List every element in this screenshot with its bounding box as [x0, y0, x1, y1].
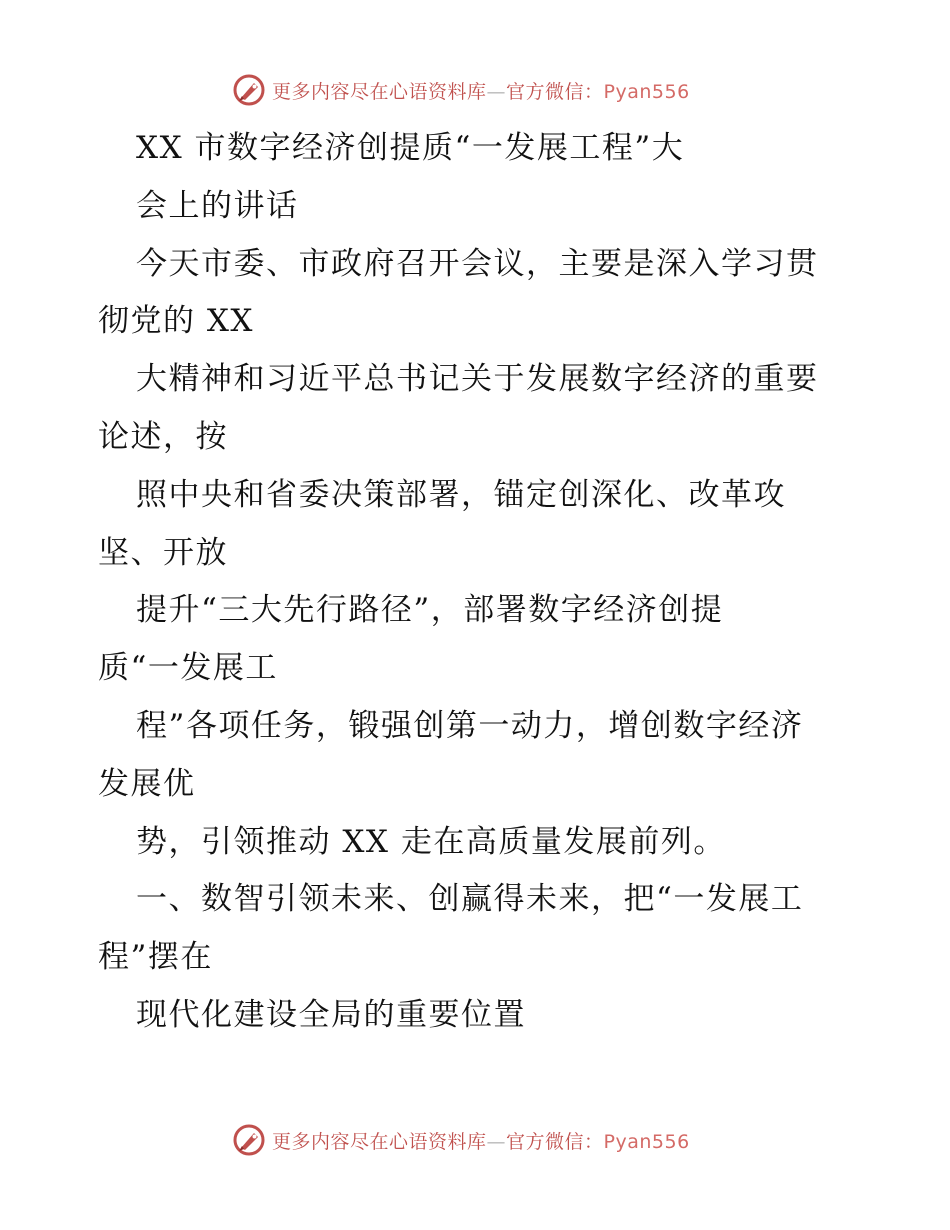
text-line: 照中央和省委决策部署，锚定创深化、改革攻 — [136, 476, 786, 513]
header-banner — [232, 72, 752, 108]
text-line: 势，引领推动 XX 走在高质量发展前列。 — [136, 823, 726, 860]
text-line: 提升“三大先行路径”，部署数字经济创提 — [136, 592, 724, 629]
document-body — [98, 120, 868, 1045]
footer-banner — [232, 1122, 752, 1158]
text-line: 大精神和习近平总书记关于发展数字经济的重要 — [136, 361, 819, 398]
text-line: 程”摆在 — [98, 939, 213, 976]
text-line: 发展优 — [98, 765, 196, 802]
pen-nib-logo-icon — [232, 1123, 266, 1157]
text-line: 彻党的 XX — [98, 303, 254, 340]
text-line: 一、数智引领未来、创赢得未来，把“一发展工 — [136, 881, 804, 918]
banner-text: 更多内容尽在心语资料库—官方微信：Pyan556 — [272, 80, 690, 103]
text-line: 现代化建设全局的重要位置 — [136, 996, 526, 1033]
text-line: XX 市数字经济创提质“一发展工程”大 — [136, 130, 685, 166]
text-line: 质“一发展工 — [98, 650, 278, 687]
banner-text: 更多内容尽在心语资料库—官方微信：Pyan556 — [272, 1130, 690, 1153]
text-line: 会上的讲话 — [136, 187, 299, 224]
pen-nib-logo-icon — [232, 73, 266, 107]
text-line: 程”各项任务，锻强创第一动力，增创数字经济 — [136, 707, 804, 744]
wechat-id: Pyan556 — [603, 1130, 690, 1153]
text-line: 今天市委、市政府召开会议，主要是深入学习贯 — [136, 245, 819, 282]
wechat-id: Pyan556 — [603, 80, 690, 103]
text-line: 坚、开放 — [98, 534, 228, 571]
text-line: 论述，按 — [98, 418, 228, 455]
